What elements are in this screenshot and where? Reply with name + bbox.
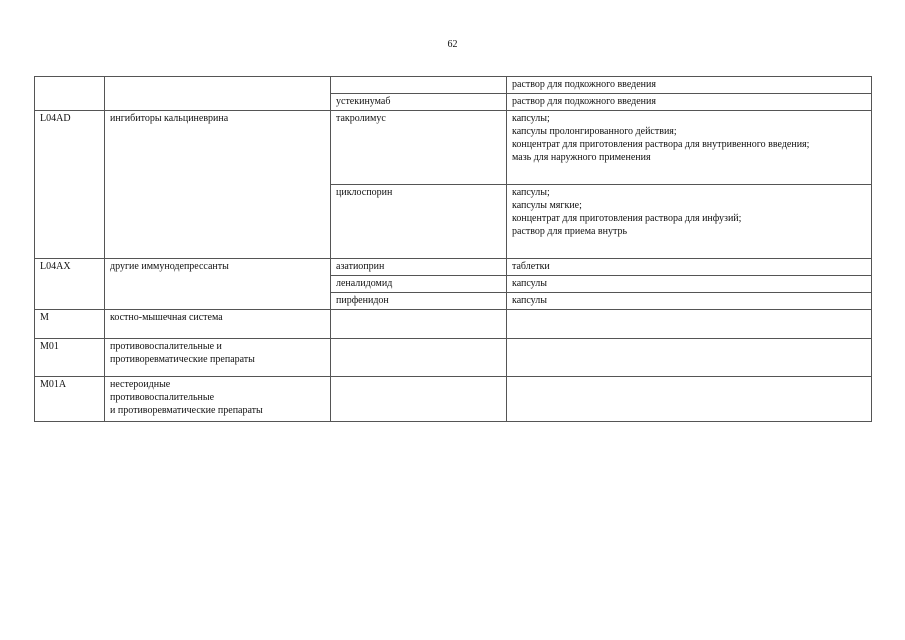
group-name-cell: костно-мышечная система: [105, 310, 331, 339]
page-number: 62: [447, 39, 458, 50]
group-name-line: противовоспалительные и: [110, 341, 222, 352]
dosage-form-cell: [507, 94, 872, 111]
dosage-form: капсулы: [512, 278, 547, 289]
dosage-form-cell: [507, 111, 872, 185]
dosage-form-cell: [507, 339, 872, 377]
drug-name-cell: [331, 339, 507, 377]
atc-code-cell: M: [35, 310, 105, 339]
dosage-form: раствор для подкожного введения: [512, 96, 656, 107]
dosage-form: капсулы пролонгированного действия;: [512, 126, 677, 137]
group-name-cell: [105, 377, 331, 422]
dosage-form-cell: [507, 310, 872, 339]
drug-name-cell: такролимус: [331, 111, 507, 185]
dosage-form: таблетки: [512, 261, 550, 272]
group-name-line: нестероидные: [110, 379, 171, 390]
drug-name-cell: [331, 377, 507, 422]
drug-name-cell: [331, 77, 507, 94]
dosage-form: капсулы;: [512, 187, 550, 198]
dosage-form-cell: [507, 185, 872, 259]
group-name-cell: другие иммунодепрессанты: [105, 259, 331, 310]
atc-code-cell: L04AX: [35, 259, 105, 310]
dosage-form: концентрат для приготовления раствора для инфузий;: [512, 213, 742, 224]
atc-code-cell: [35, 77, 105, 111]
drug-classification-table: [34, 76, 872, 422]
dosage-form: капсулы мягкие;: [512, 200, 582, 211]
table-row: [35, 111, 872, 185]
dosage-form-cell: [507, 276, 872, 293]
dosage-form: капсулы;: [512, 113, 550, 124]
atc-code-cell: L04AD: [35, 111, 105, 259]
group-name-cell: ингибиторы кальциневрина: [105, 111, 331, 259]
dosage-form: раствор для подкожного введения: [512, 79, 656, 90]
atc-code-cell: M01: [35, 339, 105, 377]
dosage-form-cell: [507, 293, 872, 310]
dosage-form: раствор для приема внутрь: [512, 226, 628, 237]
atc-code-cell: M01A: [35, 377, 105, 422]
group-name-cell: [105, 77, 331, 111]
dosage-form: концентрат для приготовления раствора для внутривенного введения;: [512, 139, 810, 150]
dosage-form: капсулы: [512, 295, 547, 306]
dosage-form-cell: [507, 259, 872, 276]
drug-name-cell: пирфенидон: [331, 293, 507, 310]
table-row: [35, 259, 872, 276]
drug-name-cell: устекинумаб: [331, 94, 507, 111]
group-name-line: противовоспалительные: [110, 392, 215, 403]
group-name-line: и противоревматические препараты: [110, 405, 263, 416]
drug-name-cell: [331, 310, 507, 339]
drug-name-cell: леналидомид: [331, 276, 507, 293]
drug-name-cell: азатиоприн: [331, 259, 507, 276]
table-row: [35, 339, 872, 377]
dosage-form: мазь для наружного применения: [512, 152, 651, 163]
table-row: [35, 377, 872, 422]
dosage-form-cell: [507, 77, 872, 94]
table-row: [35, 310, 872, 339]
group-name-cell: [105, 339, 331, 377]
dosage-form-cell: [507, 377, 872, 422]
table-row: [35, 77, 872, 94]
drug-name-cell: циклоспорин: [331, 185, 507, 259]
group-name-line: противоревматические препараты: [110, 354, 255, 365]
